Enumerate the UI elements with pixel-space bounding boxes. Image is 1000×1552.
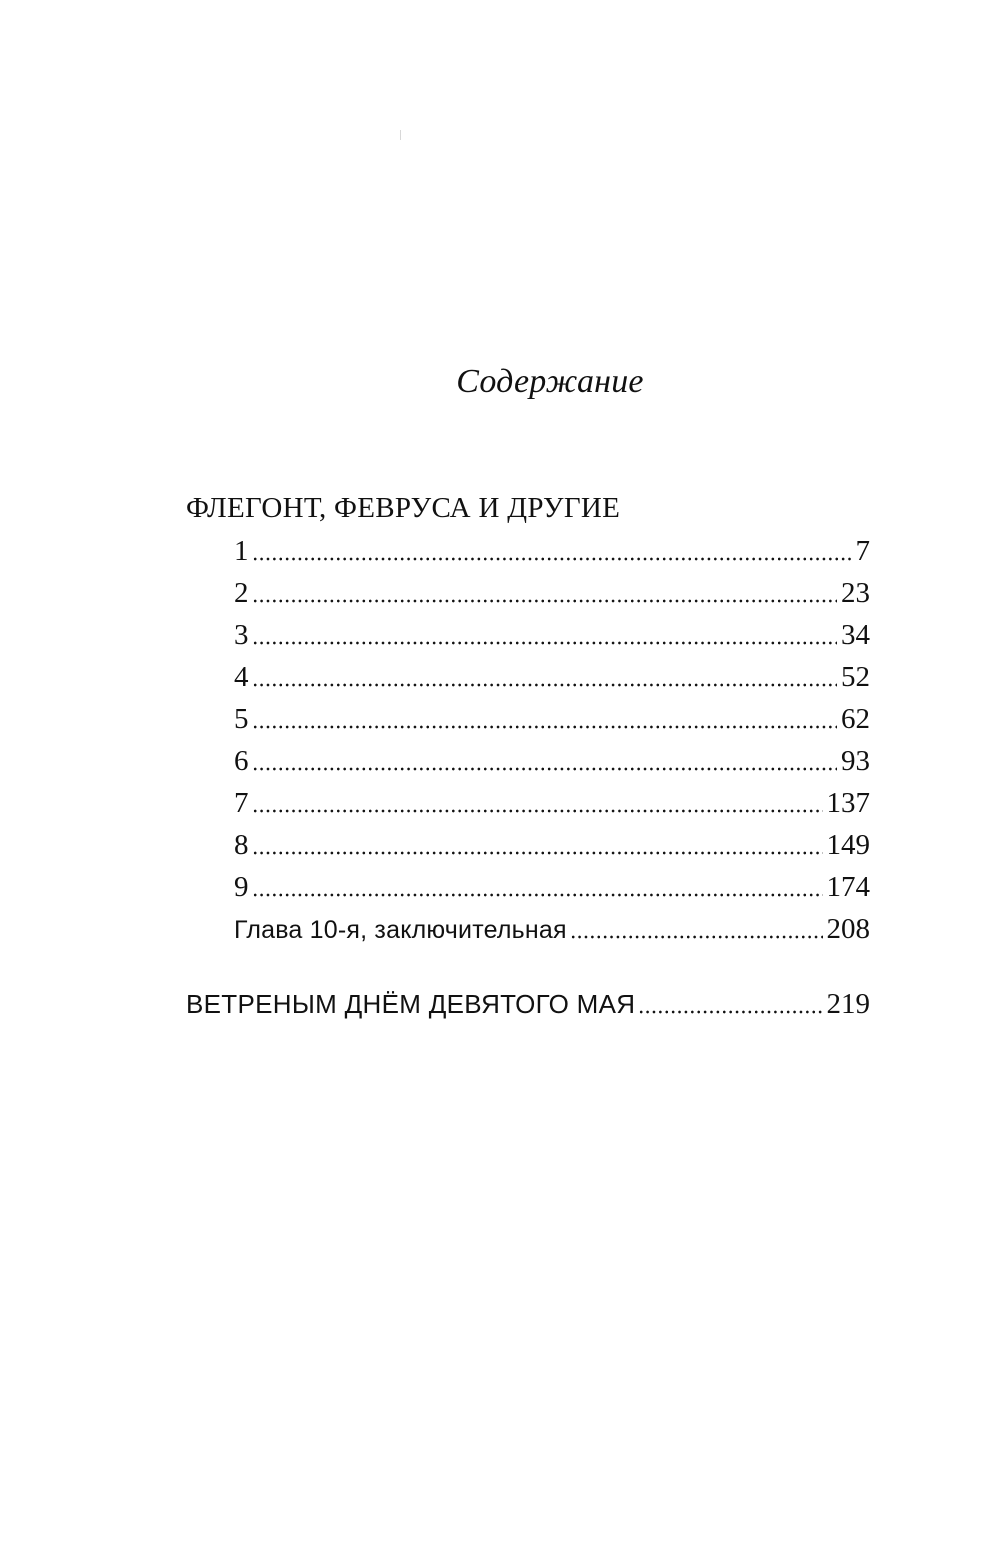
toc-entry-chapter-4[interactable] xyxy=(234,656,870,698)
toc-entry-chapter-7[interactable] xyxy=(234,782,870,824)
chapter-label: 6 xyxy=(234,745,249,777)
dot-leader xyxy=(252,725,838,729)
page-number: 23 xyxy=(841,577,870,609)
toc-entry-chapter-6[interactable] xyxy=(234,740,870,782)
toc-entry-chapter-1[interactable] xyxy=(234,530,870,572)
toc-entry-part-2[interactable] xyxy=(186,982,870,1026)
chapter-label: 5 xyxy=(234,703,249,735)
page-number: 149 xyxy=(826,829,870,861)
page-number: 34 xyxy=(841,619,870,651)
chapter-label: Глава 10-я, заключительная xyxy=(234,916,567,944)
chapter-label: 2 xyxy=(234,577,249,609)
chapter-label: 7 xyxy=(234,787,249,819)
scan-speck xyxy=(400,130,401,140)
chapter-label: 1 xyxy=(234,535,249,567)
dot-leader xyxy=(570,935,823,939)
page-number: 62 xyxy=(841,703,870,735)
toc-entry-chapter-3[interactable] xyxy=(234,614,870,656)
chapter-label: 8 xyxy=(234,829,249,861)
dot-leader xyxy=(252,809,823,813)
dot-leader xyxy=(252,641,838,645)
page-number: 137 xyxy=(826,787,870,819)
dot-leader xyxy=(252,851,823,855)
page-number: 219 xyxy=(826,988,870,1020)
part-2-heading: ВЕТРЕНЫМ ДНЁМ ДЕВЯТОГО МАЯ xyxy=(186,989,636,1019)
chapter-label: 9 xyxy=(234,871,249,903)
toc-entry-chapter-2[interactable] xyxy=(234,572,870,614)
dot-leader xyxy=(252,893,823,897)
toc-title: Содержание xyxy=(456,363,644,400)
chapter-list xyxy=(234,530,870,950)
chapter-label: 3 xyxy=(234,619,249,651)
page-number: 93 xyxy=(841,745,870,777)
dot-leader xyxy=(252,767,838,771)
toc-entry-chapter-5[interactable] xyxy=(234,698,870,740)
toc-entry-chapter-9[interactable] xyxy=(234,866,870,908)
dot-leader xyxy=(638,1010,822,1014)
page-number: 208 xyxy=(826,913,870,945)
chapter-label: 4 xyxy=(234,661,249,693)
part-1-heading: ФЛЕГОНТ, ФЕВРУСА И ДРУГИЕ xyxy=(186,492,621,524)
page-number: 7 xyxy=(855,535,870,567)
page-number: 174 xyxy=(826,871,870,903)
toc-entry-chapter-8[interactable] xyxy=(234,824,870,866)
toc-entry-chapter-10[interactable] xyxy=(234,908,870,950)
dot-leader xyxy=(252,599,838,603)
dot-leader xyxy=(252,683,838,687)
dot-leader xyxy=(252,557,852,561)
page-number: 52 xyxy=(841,661,870,693)
